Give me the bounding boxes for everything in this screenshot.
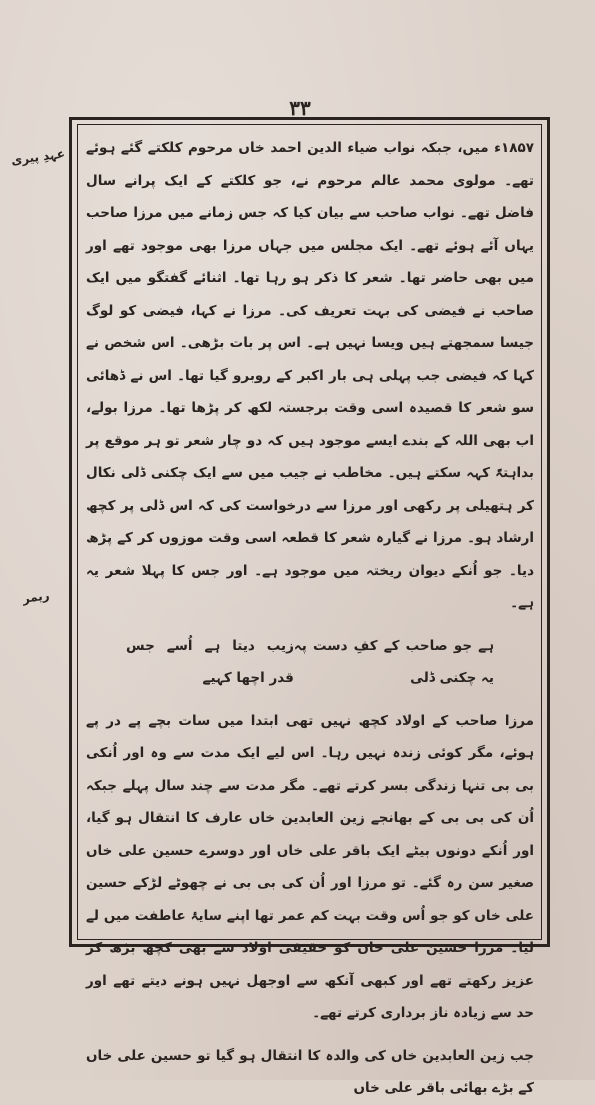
margin-note-2: ریمر [21,588,51,606]
verse-couplet [86,630,534,695]
paragraph-1: ۱۸۵۷ء میں، جبکہ نواب ضیاء الدین احمد خاں مرحوم کلکتے گئے ہوئے تھے۔ مولوی محمد عالم مرحوم نے، جو کلکتے کے ایک پرانے سال فاضل تھے۔ نواب صاحب سے بیان کیا کہ جس زمانے میں مرزا صاحب یہاں آئے ہوئے تھے۔ ایک مجلس میں جہاں مرزا بھی موجود تھے اور میں بھی حاضر تھا۔ شعر کا ذکر ہو رہا تھا۔ اثنائے گفتگو میں ایک صاحب نے فیضی کی بہت تعریف کی۔ مرزا نے کہا، فیضی کو لوگ جیسا سمجھتے ہیں ویسا نہیں ہے۔ اس پر بات بڑھی۔ اس شخص نے کہا کہ فیضی جب پہلی ہی بار اکبر کے روبرو گیا تھا۔ اس نے ڈھائی سو شعر کا قصیدہ اسی وقت برجستہ لکھ کر پڑھا تھا۔ مرزا بولے، اب بھی اللہ کے بندے ایسے موجود ہیں کہ دو چار شعر تو ہر موقع پر بداہتہً کہہ سکتے ہیں۔ مخاطب نے جیب میں سے ایک چکنی ڈلی نکال کر ہتھیلی پر رکھی اور مرزا سے درخواست کی کہ اس ڈلی پر کچھ ارشاد ہو۔ مرزا نے گیارہ شعر کا قطعہ اسی وقت موزوں کر کے پڑھ دیا۔ جو اُنکے دیوان ریختہ میں موجود ہے۔ اور جس کا پہلا شعر یہ ہے۔ [86,140,534,611]
margin-note-1: عہدِ پیری [10,146,66,168]
paragraph-3: جب زین العابدین خاں کی والدہ کا انتقال ہو گیا تو حسین علی خاں کے بڑے بھائی باقر علی خاں [86,1047,534,1096]
verse-left-hemistich: زیب دیتا ہے اُسے جس قدر اچھا کہیے [126,637,294,686]
verse-right-hemistich: ہے جو صاحب کے کفِ دست پہ یہ چکنی ڈلی [293,637,494,686]
paragraph-2: مرزا صاحب کے اولاد کچھ نہیں تھی ابتدا میں سات بچے پے در پے ہوئے، مگر کوئی زندہ نہیں رہا۔ اس لیے ایک مدت سے وہ اور اُنکی بی بی تنہا زندگی بسر کرتے تھے۔ مگر مدت سے چند سال پہلے جبکہ اُن کی بی بی کے بھانجے زین العابدین خاں عارف کا انتقال ہو گیا، اور اُنکے دونوں بیٹے ایک باقر علی خاں اور دوسرے حسین علی خاں صغیر سن رہ گئے۔ تو مرزا اور اُن کی بی بی نے چھوٹے لڑکے حسین علی خاں کو جو اُس وقت بہت کم عمر تھا اپنے سایۂ عاطفت میں لے لیا۔ مرزا حسین علی خاں کو حقیقی اولاد سے بھی کچھ بڑھ کر عزیز رکھتے تھے اور کبھی آنکھ سے اوجھل نہیں ہونے دیتے تھے اور حد سے زیادہ ناز برداری کرتے تھے۔ [86,712,534,1021]
page-number: ۳۳ [289,96,311,120]
page-body [86,132,534,1096]
